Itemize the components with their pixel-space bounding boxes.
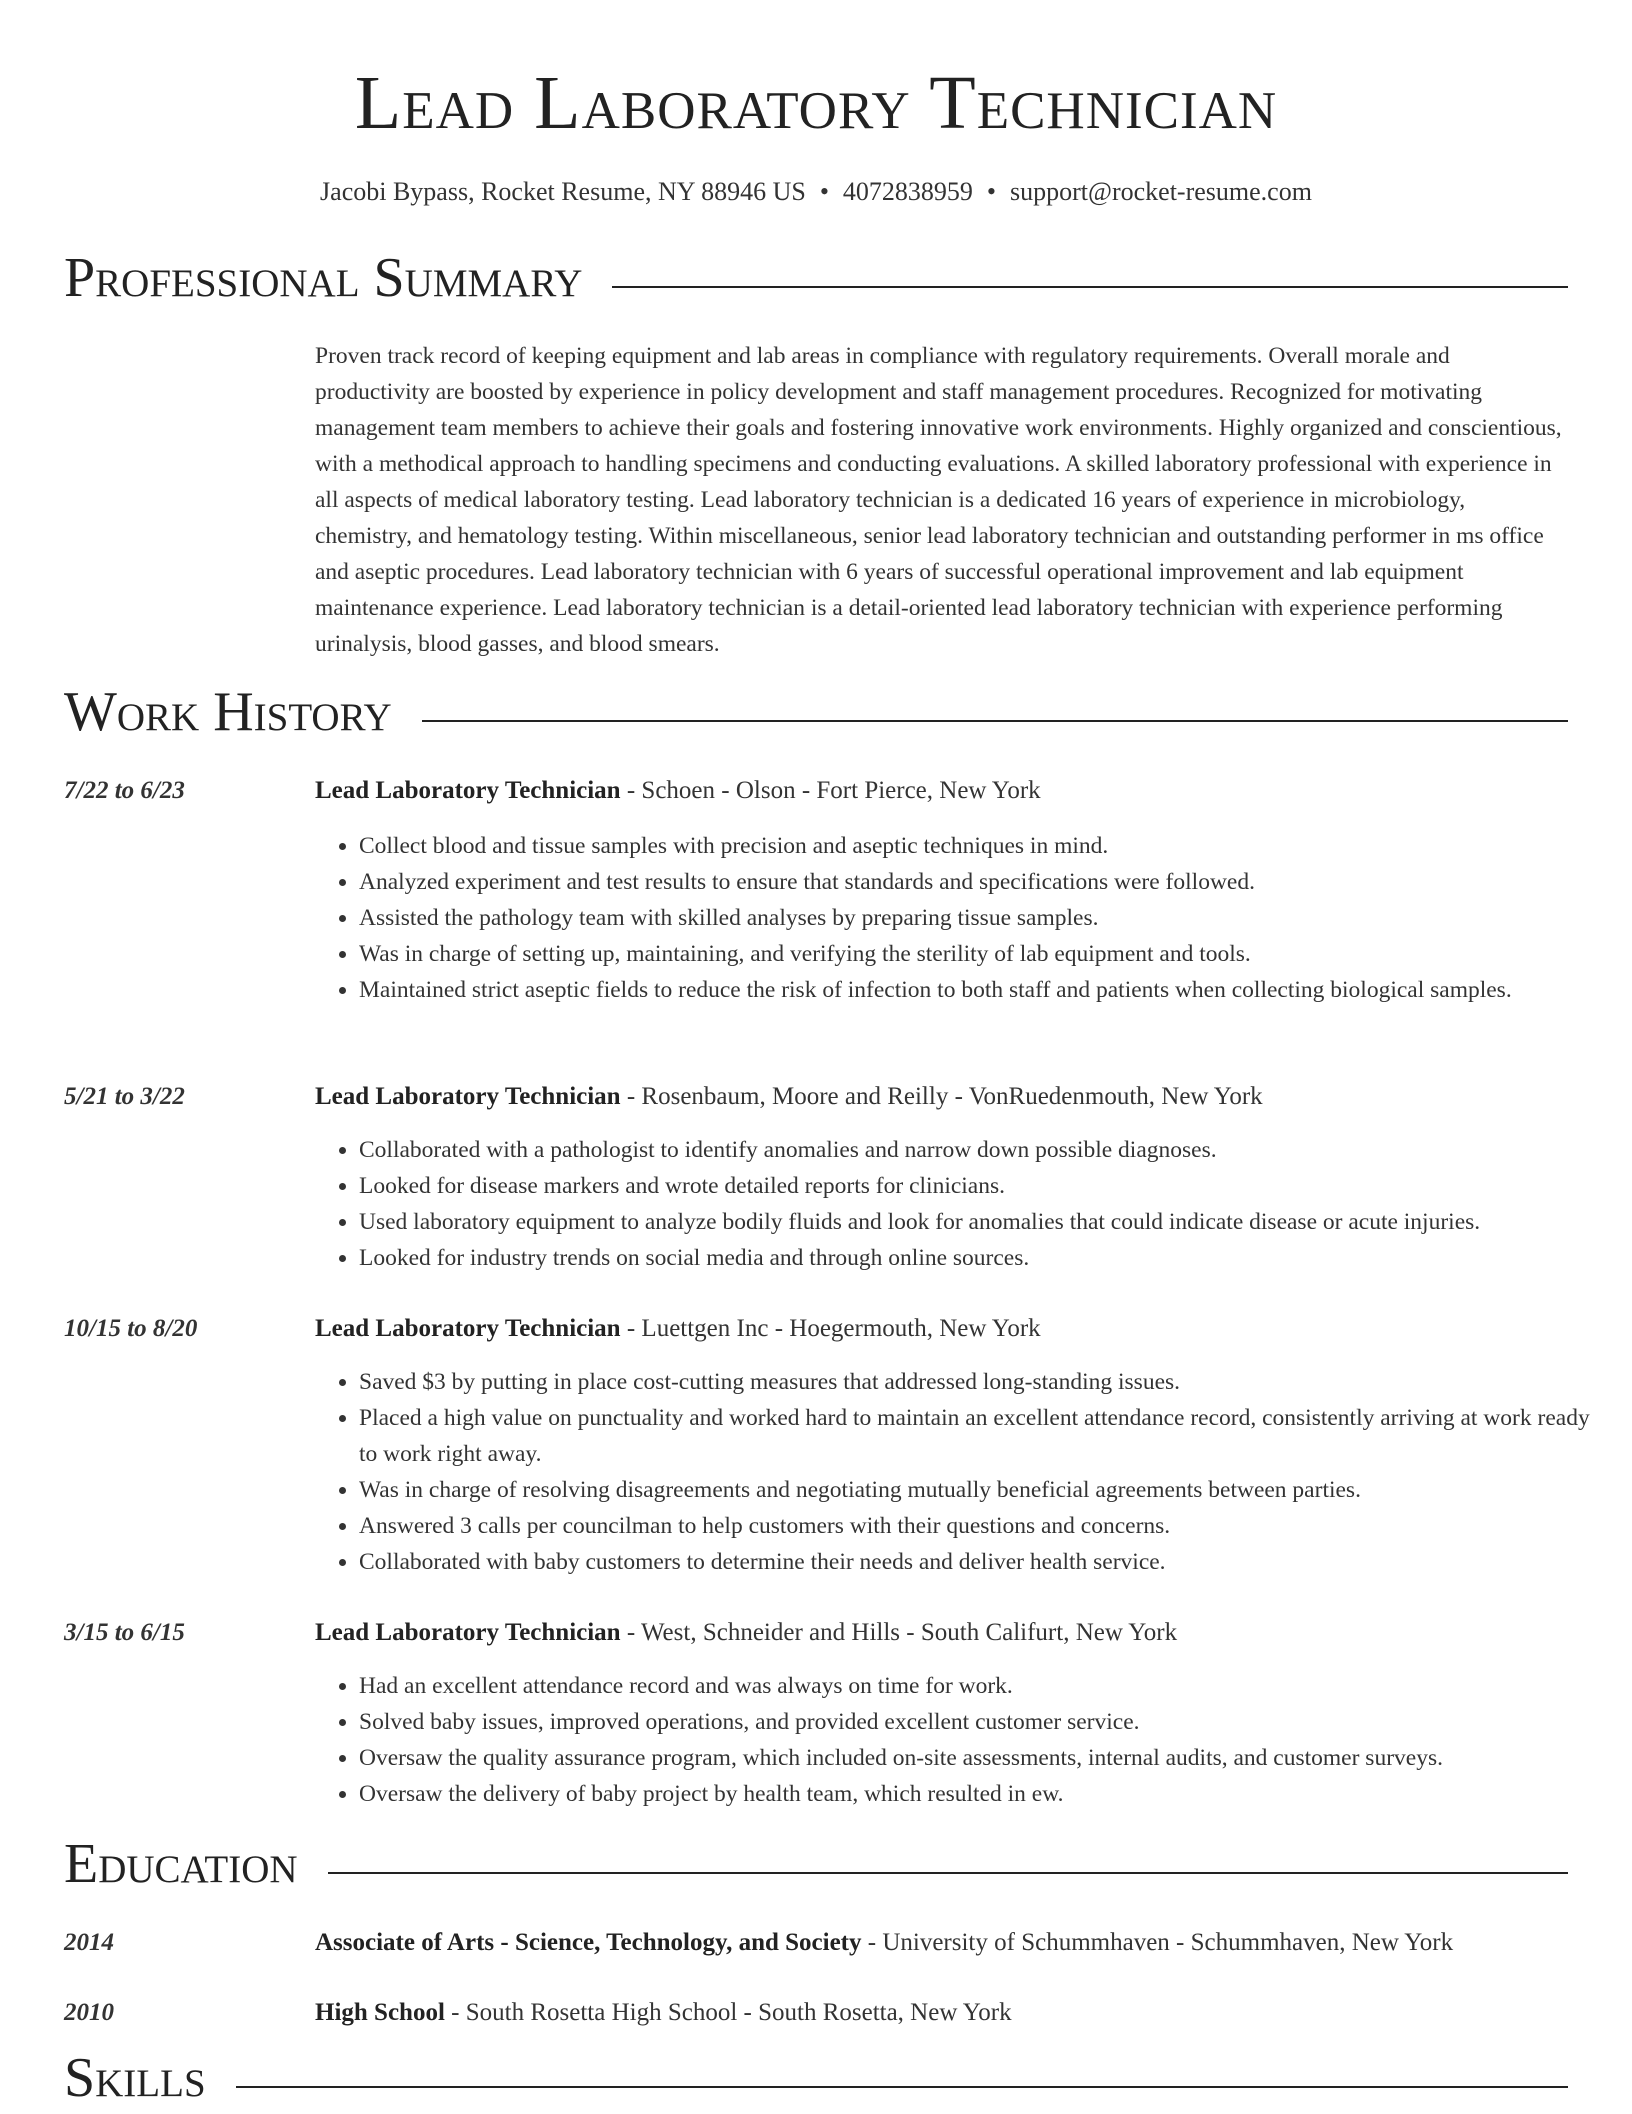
bullet-item: • Collect blood and tissue samples with precision and aseptic techniques in mind.	[359, 828, 1609, 864]
contact-address: Jacobi Bypass, Rocket Resume, NY 88946 US	[320, 177, 806, 206]
bullet-item: • Collaborated with a pathologist to identify anomalies and narrow down possible diagnoses.	[359, 1132, 1609, 1168]
work-bullets	[315, 1668, 1609, 1812]
section-title: Work History	[64, 680, 422, 744]
work-heading	[315, 774, 1565, 808]
summary-text: Proven track record of keeping equipment and lab areas in compliance with regulatory requirements. Overall morale and productivity are boosted by experience in policy development and staff management procedures. Recognized for motivating management team members to achieve their goals and fostering innovative work environments. Highly organized and conscientious, with a methodical approach to handling specimens and conducting evaluations. A skilled laboratory professional with experience in all aspects of medical laboratory testing. Lead laboratory technician is a dedicated 16 years of experience in microbiology, chemistry, and hematology testing. Within miscellaneous, senior lead laboratory technician and outstanding performer in ms office and aseptic procedures. Lead laboratory technician with 6 years of successful operational improvement and lab equipment maintenance experience. Lead laboratory technician is a detail-oriented lead laboratory technician with experience performing urinalysis, blood gasses, and blood smears.	[315, 343, 1562, 657]
job-employer: - Schoen - Olson - Fort Pierce, New York	[620, 777, 1041, 804]
work-dates: 5/21 to 3/22	[64, 1083, 185, 1110]
work-heading	[315, 1312, 1565, 1346]
contact-line	[0, 176, 1632, 208]
bullet-item: • Solved baby issues, improved operations, and provided excellent customer service.	[359, 1704, 1609, 1740]
summary-heading	[64, 244, 1568, 314]
job-title: Lead Laboratory Technician	[315, 1083, 621, 1110]
section-title: Professional Summary	[64, 246, 612, 310]
bullet-item: • Placed a high value on punctuality and worked hard to maintain an excellent attendance record, consistently arriving at work ready to work right away.	[359, 1400, 1609, 1472]
bullet-item: • Collaborated with baby customers to determine their needs and deliver health service.	[359, 1544, 1609, 1580]
education-heading	[315, 1926, 1565, 1960]
work-dates: 10/15 to 8/20	[64, 1315, 198, 1342]
school-details: - South Rosetta High School - South Rosetta, New York	[444, 1999, 1012, 2026]
contact-phone: 4072838959	[842, 177, 973, 206]
degree: High School	[315, 1999, 445, 2026]
job-title: Lead Laboratory Technician	[315, 1619, 621, 1646]
degree: Associate of Arts - Science, Technology, and Society	[315, 1929, 862, 1956]
education-heading	[315, 1996, 1565, 2030]
bullet-item: • Was in charge of setting up, maintaining, and verifying the sterility of lab equipment and tools.	[359, 936, 1609, 972]
section-rule	[64, 2086, 1568, 2088]
work-bullets	[315, 828, 1609, 1008]
bullet-item: • Oversaw the delivery of baby project by health team, which resulted in ew.	[359, 1776, 1609, 1812]
job-title: Lead Laboratory Technician	[315, 1315, 621, 1342]
education-year: 2014	[64, 1929, 114, 1956]
work-bullets	[315, 1132, 1609, 1276]
bullet-item: • Had an excellent attendance record and was always on time for work.	[359, 1668, 1609, 1704]
bullet-item: • Was in charge of resolving disagreements and negotiating mutually beneficial agreements between parties.	[359, 1472, 1609, 1508]
contact-separator: •	[986, 177, 997, 206]
work-heading	[315, 1616, 1565, 1650]
work-history-heading	[64, 678, 1568, 748]
bullet-item: • Assisted the pathology team with skilled analyses by preparing tissue samples.	[359, 900, 1609, 936]
job-employer: - West, Schneider and Hills - South Califurt, New York	[620, 1619, 1178, 1646]
bullet-item: • Maintained strict aseptic fields to reduce the risk of infection to both staff and patients when collecting biological samples.	[359, 972, 1609, 1008]
work-dates: 3/15 to 6/15	[64, 1619, 185, 1646]
school-details: - University of Schummhaven - Schummhaven, New York	[861, 1929, 1454, 1956]
job-employer: - Rosenbaum, Moore and Reilly - VonRuedenmouth, New York	[620, 1083, 1263, 1110]
education-heading	[64, 1830, 1568, 1900]
job-title: Lead Laboratory Technician	[315, 777, 621, 804]
skills-heading	[64, 2044, 1568, 2114]
work-bullets	[315, 1364, 1609, 1580]
bullet-item: • Looked for industry trends on social media and through online sources.	[359, 1240, 1609, 1276]
education-year: 2010	[64, 1999, 114, 2026]
bullet-item: • Answered 3 calls per councilman to help customers with their questions and concerns.	[359, 1508, 1609, 1544]
work-dates: 7/22 to 6/23	[64, 777, 185, 804]
resume-name: Lead Laboratory Technician	[354, 61, 1278, 145]
contact-email: support@rocket-resume.com	[1010, 177, 1312, 206]
bullet-item: • Saved $3 by putting in place cost-cutting measures that addressed long-standing issues.	[359, 1364, 1609, 1400]
section-title: Skills	[64, 2046, 236, 2110]
section-title: Education	[64, 1832, 328, 1896]
contact-separator: •	[819, 177, 829, 206]
bullet-item: • Looked for disease markers and wrote detailed reports for clinicians.	[359, 1168, 1609, 1204]
bullet-item: • Oversaw the quality assurance program, which included on-site assessments, internal audits, and customer surveys.	[359, 1740, 1609, 1776]
bullet-item: • Used laboratory equipment to analyze bodily fluids and look for anomalies that could indicate disease or acute injuries.	[359, 1204, 1609, 1240]
work-heading	[315, 1080, 1565, 1114]
bullet-item: • Analyzed experiment and test results to ensure that standards and specifications were followed.	[359, 864, 1609, 900]
job-employer: - Luettgen Inc - Hoegermouth, New York	[620, 1315, 1041, 1342]
